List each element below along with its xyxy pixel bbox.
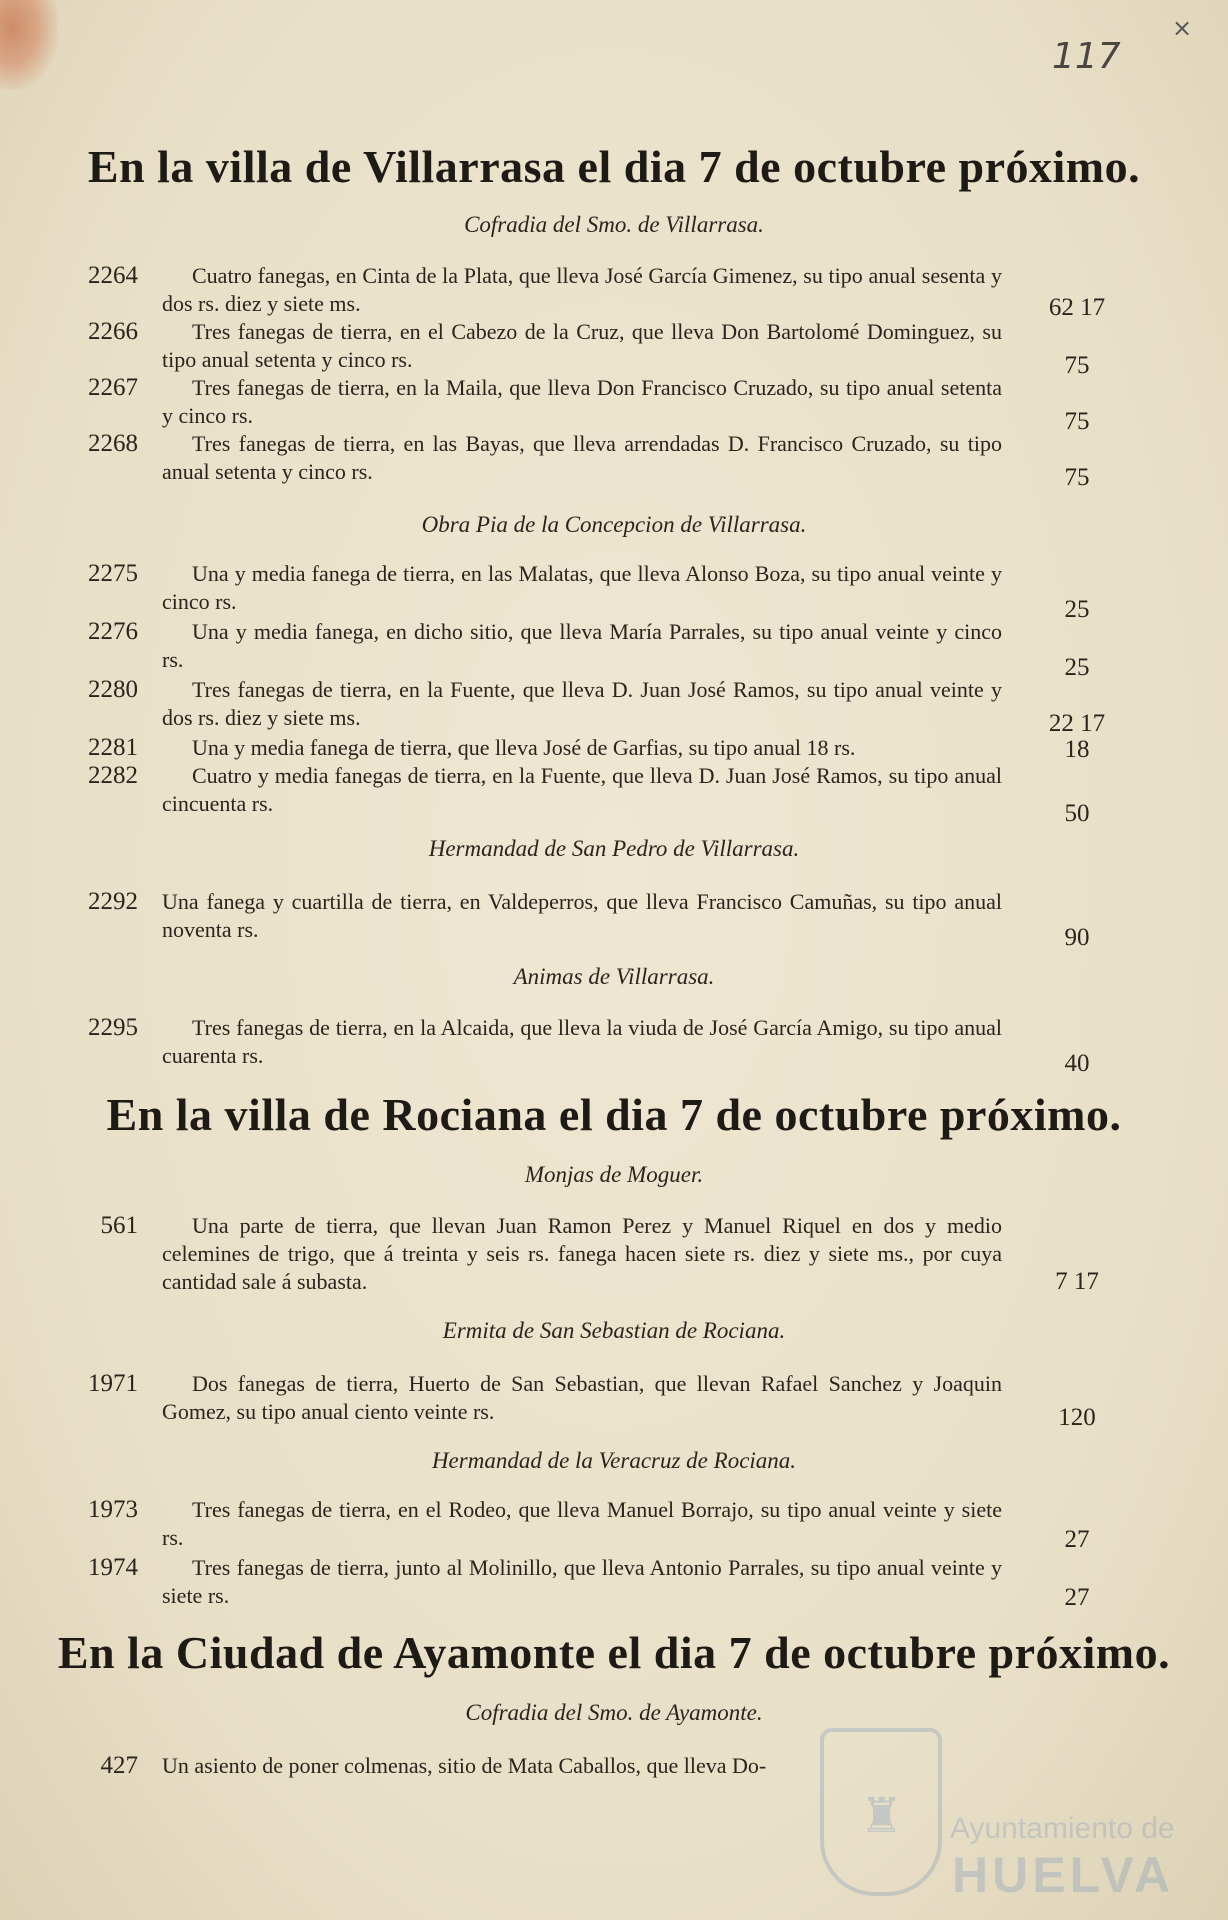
entry-2282 bbox=[0, 762, 1228, 827]
entry-amount: 18 bbox=[1064, 736, 1090, 763]
entry-description: Una y media fanega, en dicho sitio, que lleva María Parrales, su tipo anual veinte y cinco rs. bbox=[162, 619, 1002, 672]
heading-ayamonte: En la Ciudad de Ayamonte el dia 7 de octubre próximo. bbox=[57, 1627, 1171, 1678]
watermark-line1: Ayuntamiento de bbox=[950, 1812, 1175, 1845]
entry-amount: 120 bbox=[1058, 1404, 1096, 1431]
entry-number: 1973 bbox=[88, 1496, 138, 1523]
entry-description: Tres fanegas de tierra, en el Rodeo, que lleva Manuel Borrajo, su tipo anual veinte y siete rs. bbox=[162, 1497, 1002, 1550]
entry-number: 2280 bbox=[88, 676, 138, 703]
entry-amount: 75 bbox=[1064, 464, 1090, 491]
entry-description: Una parte de tierra, que llevan Juan Ramon Perez y Manuel Riquel en dos y medio celemines de trigo, que á treinta y seis rs. fanega hacen siete rs. diez y siete ms., por cuya cantidad sale á subasta. bbox=[162, 1213, 1002, 1294]
entry-2275 bbox=[0, 560, 1228, 623]
entry-number: 427 bbox=[100, 1752, 138, 1779]
entry-number: 2266 bbox=[88, 318, 138, 345]
watermark-line2: HUELVA bbox=[952, 1847, 1175, 1903]
entry-description: Tres fanegas de tierra, en las Bayas, que lleva arrendadas D. Francisco Cruzado, su tipo anual setenta y cinco rs. bbox=[162, 431, 1002, 484]
entry-description: Un asiento de poner colmenas, sitio de Mata Caballos, que lleva Do- bbox=[162, 1753, 767, 1778]
entry-amount: 75 bbox=[1064, 352, 1090, 379]
entry-561 bbox=[0, 1212, 1228, 1298]
entry-amount: 27 bbox=[1064, 1584, 1090, 1611]
page-number: 117 bbox=[1052, 36, 1121, 77]
shield-emblem bbox=[820, 1728, 942, 1896]
entry-number: 2268 bbox=[88, 430, 138, 457]
entry-2276 bbox=[0, 618, 1228, 681]
entry-2264 bbox=[0, 262, 1228, 322]
entry-number: 2292 bbox=[88, 888, 138, 915]
entry-description: Tres fanegas de tierra, en la Fuente, que lleva D. Juan José Ramos, su tipo anual veinte y dos rs. diez y siete ms. bbox=[162, 677, 1002, 730]
entry-description: Tres fanegas de tierra, junto al Molinillo, que lleva Antonio Parrales, su tipo anual veinte y siete rs. bbox=[162, 1555, 1002, 1608]
entry-number: 2295 bbox=[88, 1014, 138, 1041]
entry-description: Tres fanegas de tierra, en la Alcaida, que lleva la viuda de José García Amigo, su tipo anual cuarenta rs. bbox=[162, 1015, 1002, 1068]
entry-1971 bbox=[0, 1370, 1228, 1430]
entry-number: 2267 bbox=[88, 374, 138, 401]
entry-amount: 50 bbox=[1064, 800, 1090, 827]
entry-description: Una fanega y cuartilla de tierra, en Valdeperros, que lleva Francisco Camuñas, su tipo anual noventa rs. bbox=[162, 889, 1002, 942]
section-title: Monjas de Moguer. bbox=[524, 1162, 704, 1187]
entry-amount: 27 bbox=[1064, 1526, 1090, 1553]
entry-amount: 22 17 bbox=[1048, 710, 1106, 737]
entry-description: Cuatro y media fanegas de tierra, en la Fuente, que lleva D. Juan José Ramos, su tipo anual cincuenta rs. bbox=[162, 763, 1002, 816]
section-title: Hermandad de San Pedro de Villarrasa. bbox=[428, 836, 800, 861]
entry-number: 1971 bbox=[88, 1370, 138, 1397]
entry-number: 1974 bbox=[88, 1554, 138, 1581]
paper-stain bbox=[0, 0, 58, 90]
entry-number: 561 bbox=[100, 1212, 138, 1239]
entry-amount: 90 bbox=[1064, 924, 1090, 951]
entry-amount: 62 17 bbox=[1048, 294, 1106, 321]
entry-amount: 25 bbox=[1064, 654, 1090, 681]
heading-villarrasa: En la villa de Villarrasa el dia 7 de octubre próximo. bbox=[87, 141, 1141, 192]
entry-number: 2281 bbox=[88, 734, 138, 761]
entry-number: 2276 bbox=[88, 618, 138, 645]
section-title: Cofradia del Smo. de Villarrasa. bbox=[464, 212, 764, 237]
entry-2295 bbox=[0, 1014, 1228, 1077]
entry-1973 bbox=[0, 1496, 1228, 1556]
entry-description: Tres fanegas de tierra, en el Cabezo de la Cruz, que lleva Don Bartolomé Dominguez, su tipo anual setenta y cinco rs. bbox=[162, 319, 1002, 372]
entry-2267 bbox=[0, 374, 1228, 434]
entry-number: 2282 bbox=[88, 762, 138, 789]
entry-number: 2275 bbox=[88, 560, 138, 587]
section-title: Animas de Villarrasa. bbox=[513, 964, 715, 989]
entry-amount: 75 bbox=[1064, 408, 1090, 435]
entry-2266 bbox=[0, 318, 1228, 378]
entry-2292 bbox=[0, 888, 1228, 951]
watermark bbox=[820, 1720, 1180, 1903]
section-title: Obra Pia de la Concepcion de Villarrasa. bbox=[421, 512, 807, 537]
corner-mark: × bbox=[1172, 14, 1193, 42]
castle-icon: ♜ bbox=[860, 1788, 904, 1844]
section-title: Ermita de San Sebastian de Rociana. bbox=[442, 1318, 786, 1343]
entry-description: Una y media fanega de tierra, en las Malatas, que lleva Alonso Boza, su tipo anual veinte y cinco rs. bbox=[162, 561, 1002, 614]
entry-amount: 25 bbox=[1064, 596, 1090, 623]
entry-amount: 40 bbox=[1064, 1050, 1090, 1077]
section-title: Cofradia del Smo. de Ayamonte. bbox=[465, 1700, 763, 1725]
section-title: Hermandad de la Veracruz de Rociana. bbox=[431, 1448, 797, 1473]
heading-rociana: En la villa de Rociana el dia 7 de octubre próximo. bbox=[106, 1089, 1122, 1140]
entry-2268 bbox=[0, 430, 1228, 490]
entry-amount: 7 17 bbox=[1055, 1268, 1099, 1295]
entry-number: 2264 bbox=[88, 262, 138, 289]
entry-description: Cuatro fanegas, en Cinta de la Plata, que lleva José García Gimenez, su tipo anual sesenta y dos rs. diez y siete ms. bbox=[162, 263, 1002, 316]
entry-description: Tres fanegas de tierra, en la Maila, que lleva Don Francisco Cruzado, su tipo anual setenta y cinco rs. bbox=[162, 375, 1002, 428]
entry-2280 bbox=[0, 676, 1228, 736]
entry-description: Dos fanegas de tierra, Huerto de San Sebastian, que llevan Rafael Sanchez y Joaquin Gomez, su tipo anual ciento veinte rs. bbox=[162, 1371, 1002, 1424]
entry-1974 bbox=[0, 1554, 1228, 1614]
entry-description: Una y media fanega de tierra, que lleva José de Garfias, su tipo anual 18 rs. bbox=[192, 735, 856, 760]
